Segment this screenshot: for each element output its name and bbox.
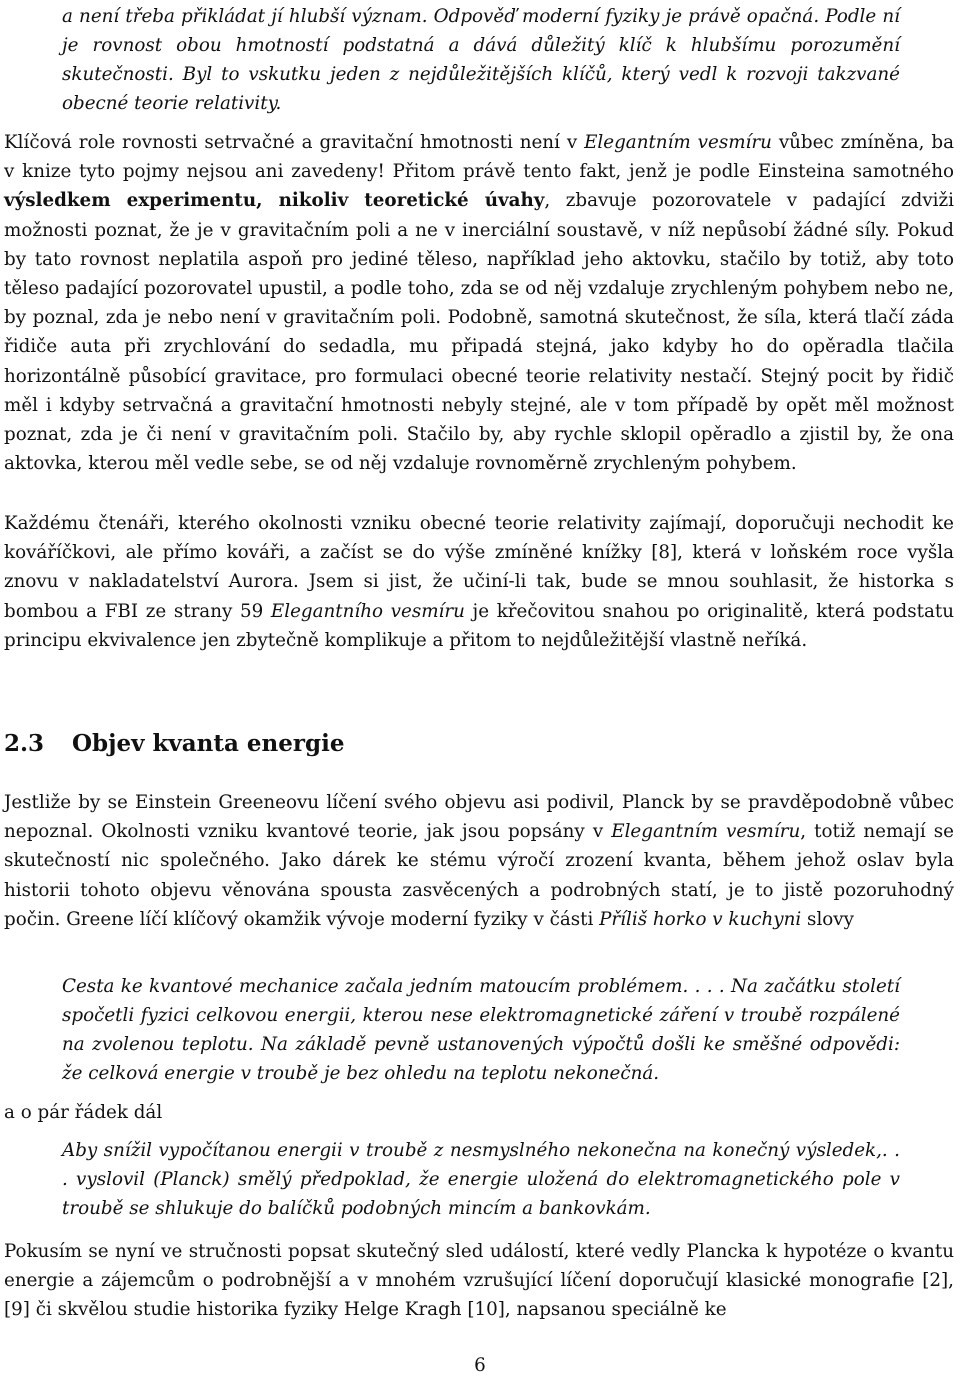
book-title-emphasis: Elegantním vesmíru: [584, 132, 772, 153]
quotation-continued: a není třeba přikládat jí hlubší význam. Odpověď moderní fyziky je právě opačná. Podle ní je rovnost obou hmotností podstatná a dává důležitý klíč k hlubšímu porozumění skutečnosti. Byl to vskutku jeden z nejdůležitějších klíčů, který vedl k rozvoji takzvané obecné teorie relativity.: [62, 6, 900, 114]
chapter-title-emphasis: Příliš horko v kuchyni: [599, 908, 802, 930]
book-title-emphasis: Elegantního vesmíru: [270, 600, 465, 622]
connecting-text: a o pár řádek dál: [4, 1102, 163, 1123]
section-title: Objev kvanta energie: [72, 730, 345, 757]
text-run: , zbavuje pozorovatele v padající zdviži možnosti poznat, že je v gravitačním poli a ne v inerciální soustavě, v níž nepůsobí žádné síly. Pokud by tato rovnost neplatila aspoň pro jediné těleso, například jeho aktovku, stačilo by totiž, aby toto těleso padající pozorovatel upustil, a podle toho, zda se od něj vzdaluje zrychleným pohybem nebo ne, by poznal, zda je nebo není v gravitačním poli. Podobně, samotná skutečnost, že síla, která tlačí záda řidiče auta při zrychlování do sedadla, mu připadá stejná, jako kdyby ho do opěradla tlačila horizontálně působící gravitace, pro formulaci obecné teorie relativity nestačí. Stejný pocit by řidič měl i kdyby setrvačná a gravitační hmotnosti nebyly stejné, ale v tom případě by opět měl možnost poznat, zda je či není v gravitačním poli. Stačilo by, aby rychle sklopil opěradlo a zjistil by, že ona aktovka, kterou měl vedle sebe, se od něj vzdaluje rovnoměrně zrychleným pohybem.: [4, 190, 954, 475]
text-run: , totiž nemají se skutečností nic společného. Jako dárek ke stému výročí zrození kvanta, během jehož oslav byla historii tohoto objevu věnována spousta zasvěcených a podrobných statí, je to jistě pozoruhodný počin. Greene líčí klíčový okamžik vývoje moderní fyziky v části: [4, 821, 954, 930]
page-number: 6: [474, 1355, 486, 1376]
text-run: slovy: [801, 908, 854, 930]
paragraph-recommendation: [4, 509, 954, 655]
quotation-second: Aby snížil vypočítanou energii v troubě z nesmyslného nekonečna na konečný výsledek,. . . vyslovil (Planck) smělý předpoklad, že energie uložená do elektromagnetického pole v troubě se shlukuje do balíčků podobných mincím a bankovkám.: [62, 1140, 900, 1219]
text-run: Klíčová role rovnosti setrvačné a gravitační hmotnosti není v: [4, 132, 585, 153]
text-run: vůbec zmíněna, ba v knize tyto pojmy nejsou ani zavedeny! Přitom právě tento fakt, jenž je podle Einsteina samotného: [4, 132, 954, 183]
quotation-first: Cesta ke kvantové mechanice začala jedním matoucím problémem. . . . Na začátku století spočetli fyzici celkovou energii, kterou nese elektromagnetické záření v troubě rozpálené na zvolenou teplotu. Na základě pevně ustanovených výpočtů došli ke směšné odpovědi: že celková energie v troubě je bez ohledu na teplotu nekonečná.: [62, 976, 900, 1084]
paragraph-planck-history: Pokusím se nyní ve stručnosti popsat skutečný sled událostí, které vedly Plancka k hypotéze o kvantu energie a zájemcům o podrobnější a v mnohém vzrušující líčení doporučují klasické monografie [2], [9] či skvělou studie historika fyziky Helge Kragh [10], napsanou speciálně ke: [4, 1241, 954, 1321]
section-number: 2.3: [4, 730, 45, 757]
book-title-emphasis: Elegantním vesmíru: [611, 821, 801, 843]
text-run: Jestliže by se Einstein Greeneovu líčení svého objevu asi podivil, Planck by se pravděpodobně vůbec nepoznal. Okolnosti vzniku kvantové teorie, jak jsou popsány v: [4, 792, 954, 843]
section-heading: [4, 728, 904, 760]
paragraph-quantum-intro: [4, 788, 954, 934]
text-run: je křečovitou snahou po originalitě, která podstatu principu ekvivalence jen zbytečně komplikuje a přitom to nejdůležitější vlastně neříká.: [4, 600, 954, 651]
bold-emphasis: výsledkem experimentu, nikoliv teoretické úvahy: [4, 190, 545, 212]
text-run: Každému čtenáři, kterého okolnosti vzniku obecné teorie relativity zajímají, doporučuji nechodit ke kováříčkovi, ale přímo kováři, a začíst se do výše zmíněné knížky [8], která v loňském roce vyšla znovu v nakladatelství Aurora. Jsem si jist, že učiní-li tak, bude se mnou souhlasit, že historka s bombou a FBI ze strany 59: [4, 513, 954, 622]
paragraph-equivalence: [4, 128, 954, 478]
